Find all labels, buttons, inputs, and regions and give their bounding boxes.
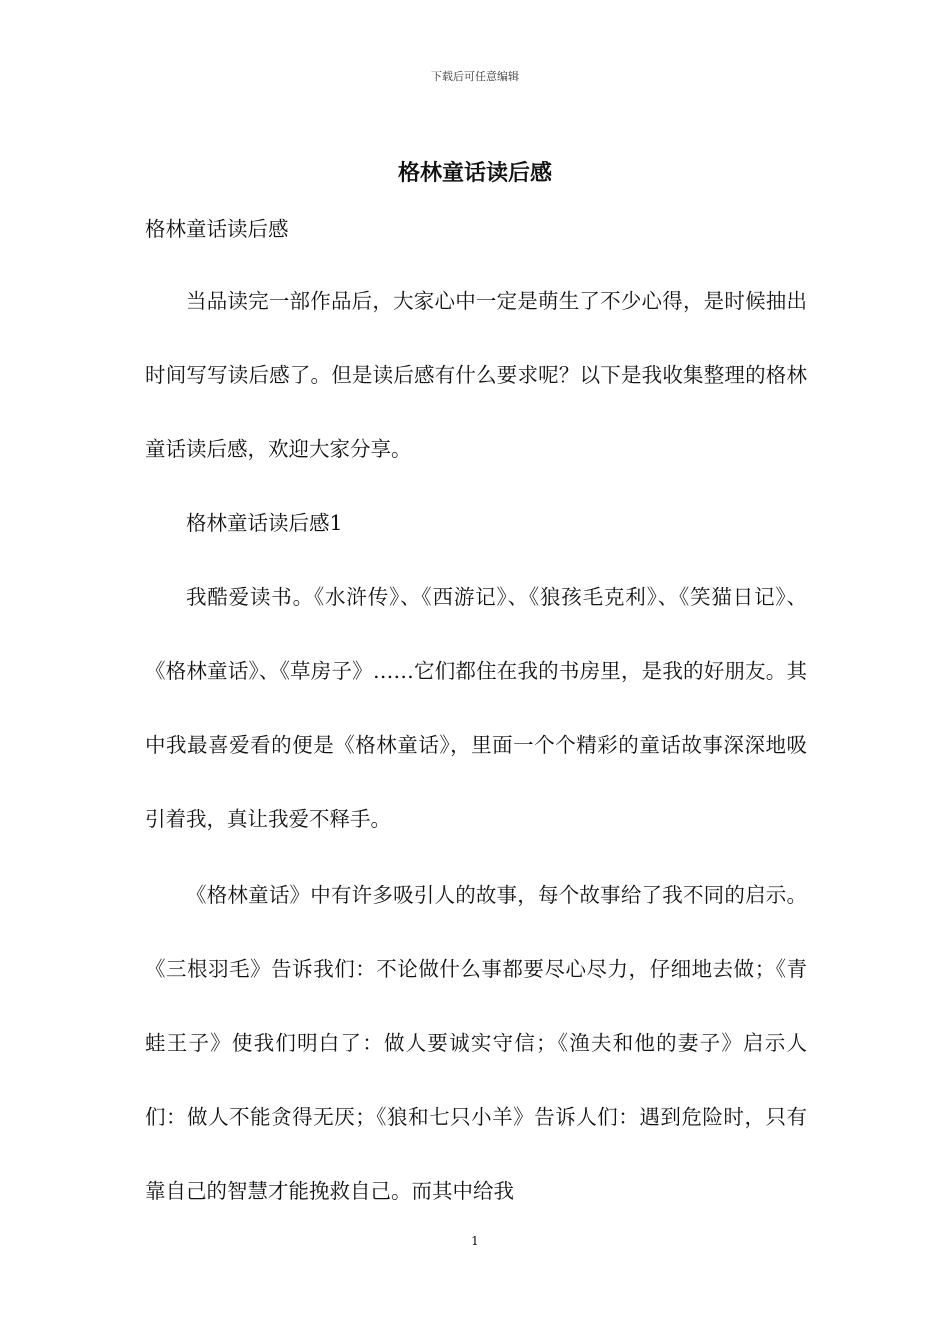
- section-paragraph: 我酷爱读书。《水浒传》、《西游记》、《狼孩毛克利》、《笑猫日记》、《格林童话》、《草房子》……它们都住在我的书房里，是我的好朋友。其中我最喜爱看的便是《格林童话》，里面一个个精彩的童话故事深深地吸引着我，真让我爱不释手。: [145, 585, 807, 831]
- document-subtitle: 格林童话读后感: [145, 217, 289, 241]
- page-header-note: 下载后可任意编辑: [431, 70, 519, 83]
- section-heading: 格林童话读后感1: [186, 511, 343, 535]
- intro-paragraph: 当品读完一部作品后，大家心中一定是萌生了不少心得，是时候抽出时间写写读后感了。但是读后感有什么要求呢？以下是我收集整理的格林童话读后感，欢迎大家分享。: [145, 289, 807, 461]
- section-paragraph: 《格林童话》中有许多吸引人的故事，每个故事给了我不同的启示。《三根羽毛》告诉我们：不论做什么事都要尽心尽力，仔细地去做；《青蛙王子》使我们明白了：做人要诚实守信；《渔夫和他的妻子》启示人们：做人不能贪得无厌；《狼和七只小羊》告诉人们：遇到危险时，只有靠自己的智慧才能挽救自己。而其中给我: [145, 883, 807, 1203]
- page-number: 1: [471, 1234, 479, 1248]
- document-title: 格林童话读后感: [397, 160, 552, 186]
